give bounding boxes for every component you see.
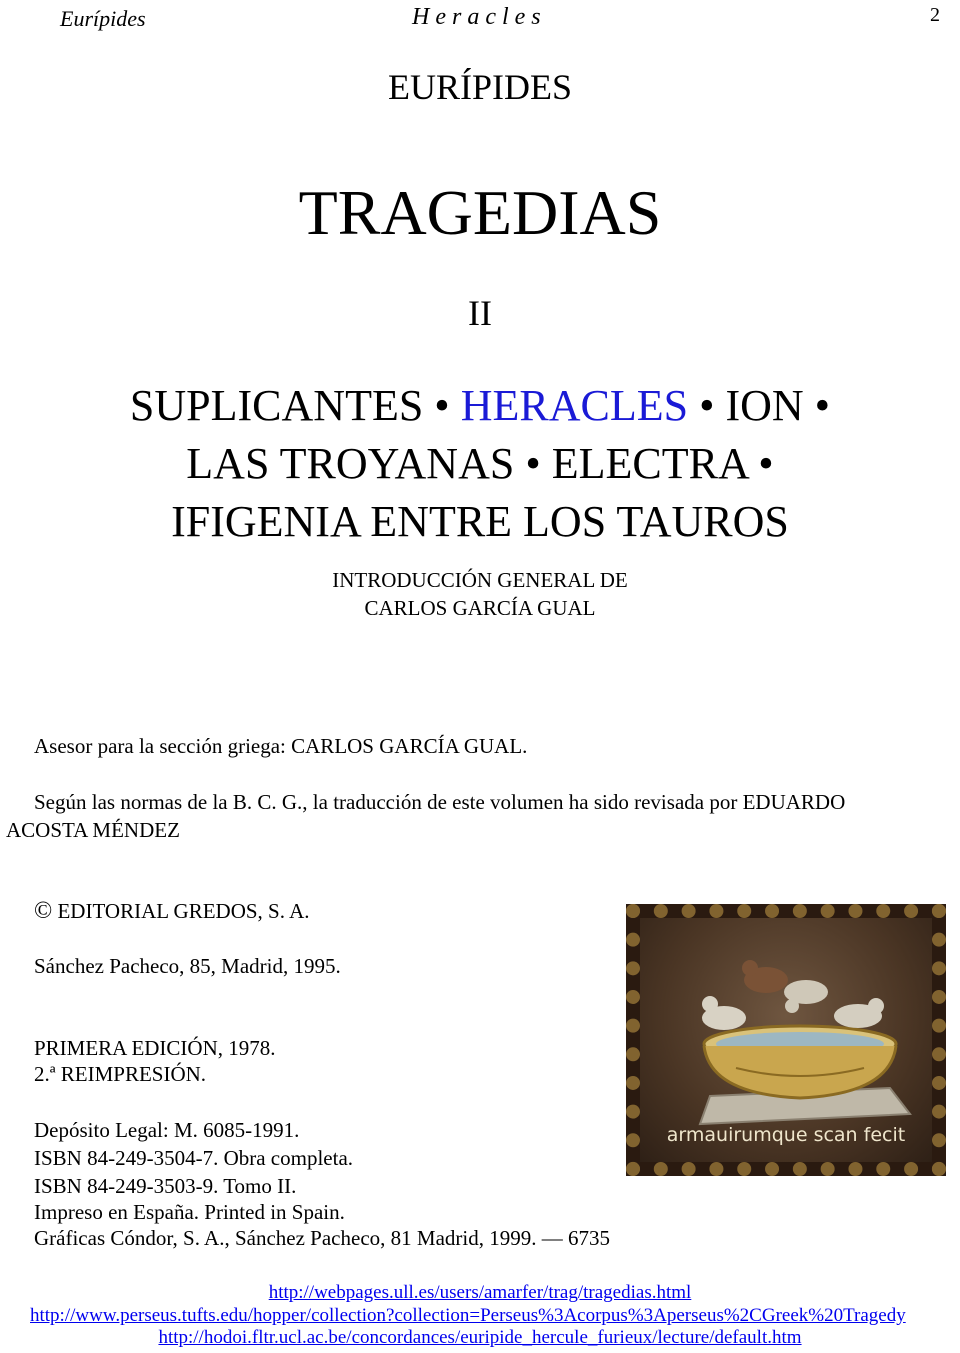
header-author: Eurípides: [60, 6, 146, 31]
header-work-title: H e r a c l e s: [412, 4, 541, 30]
link-row-1: [0, 1282, 960, 1304]
mosaic-image: [626, 904, 946, 1176]
mosaic-scene: [640, 918, 932, 1162]
bullet: •: [758, 439, 774, 488]
bullet: •: [525, 439, 541, 488]
work-heracles: HERACLES: [460, 381, 689, 430]
intro-line-1: INTRODUCCIÓN GENERAL DE: [332, 568, 628, 592]
bullet: •: [699, 381, 715, 430]
first-edition: PRIMERA EDICIÓN, 1978.: [34, 1036, 276, 1060]
copyright-icon: ©: [34, 898, 53, 924]
collection-title: TRAGEDIAS: [298, 177, 662, 248]
author-title: EURÍPIDES: [387, 67, 572, 107]
publisher-line: [34, 898, 310, 925]
link-row-2: [30, 1305, 960, 1327]
work-electra: ELECTRA: [551, 439, 748, 488]
work-ion: ION: [725, 381, 804, 430]
link-perseus-collection[interactable]: http://www.perseus.tufts.edu/hopper/collection?collection=Perseus%3Acorpus%3Aperseus%2CGreek%20Tragedy: [30, 1305, 906, 1326]
revision-credit-cont: ACOSTA MÉNDEZ: [6, 818, 180, 842]
work-las-troyanas: LAS TROYANAS: [186, 439, 515, 488]
work-suplicantes: SUPLICANTES: [129, 381, 424, 430]
printed-in: Impreso en España. Printed in Spain.: [34, 1200, 345, 1224]
volume-number: II: [468, 293, 492, 333]
revision-credit: Según las normas de la B. C. G., la traducción de este volumen ha sido revisada por EDUARDO: [34, 790, 846, 814]
page-number: 2: [930, 4, 940, 26]
bullet: •: [814, 381, 831, 430]
bullet: •: [434, 381, 450, 430]
link-ull-tragedias[interactable]: http://webpages.ull.es/users/amarfer/trag/tragedias.html: [268, 1282, 692, 1303]
contents-line-2: [0, 438, 960, 489]
printer-info: Gráficas Cóndor, S. A., Sánchez Pacheco, 81 Madrid, 1999. — 6735: [34, 1226, 610, 1250]
work-ifigenia: IFIGENIA ENTRE LOS TAUROS: [171, 497, 789, 546]
legal-deposit: Depósito Legal: M. 6085-1991.: [34, 1118, 300, 1142]
isbn-volume: ISBN 84-249-3503-9. Tomo II.: [34, 1174, 297, 1198]
link-hodoi-concordances[interactable]: http://hodoi.fltr.ucl.ac.be/concordances/euripide_hercule_furieux/lecture/default.htm: [158, 1327, 802, 1348]
publisher-name: EDITORIAL GREDOS, S. A.: [57, 899, 310, 923]
intro-line-2: CARLOS GARCÍA GUAL: [364, 596, 596, 620]
reprint: 2.ª REIMPRESIÓN.: [34, 1062, 207, 1086]
publisher-address: Sánchez Pacheco, 85, Madrid, 1995.: [34, 954, 341, 978]
advisor-credit: Asesor para la sección griega: CARLOS GARCÍA GUAL.: [34, 734, 528, 758]
isbn-complete: ISBN 84-249-3504-7. Obra completa.: [34, 1146, 354, 1170]
mosaic-caption: armauirumque scan fecit: [666, 1124, 906, 1146]
contents-line-1: [0, 380, 960, 431]
link-row-3: [0, 1327, 960, 1349]
